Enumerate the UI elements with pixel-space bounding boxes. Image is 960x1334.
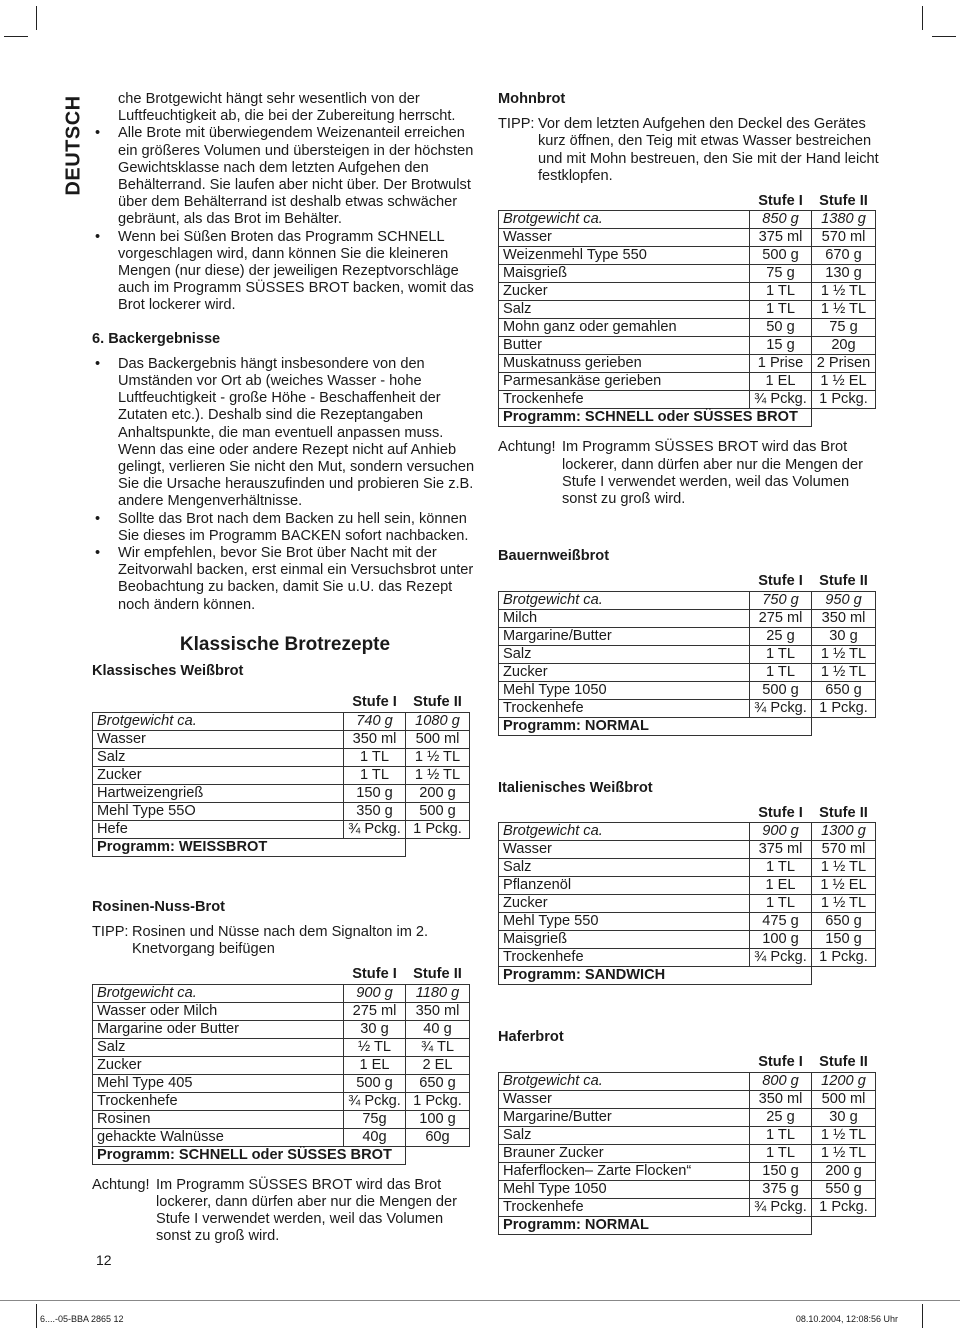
recipe-table: [498, 1054, 876, 1234]
program-row: [93, 838, 470, 856]
stufe-1-cell: ¾ Pckg.: [750, 949, 812, 967]
ingredient-cell: Salz: [499, 859, 750, 877]
stufe-1-cell: 75 g: [750, 265, 812, 283]
stufe-1-cell: 1 TL: [750, 1126, 812, 1144]
ingredient-cell: Maisgrieß: [499, 265, 750, 283]
ingredient-cell: Zucker: [93, 1056, 344, 1074]
ingredient-cell: Mehl Type 1050: [499, 1180, 750, 1198]
table-row: [499, 373, 876, 391]
program-row-blank: [812, 967, 876, 985]
ingredient-cell: Wasser oder Milch: [93, 1002, 344, 1020]
stufe-1-cell: 500 g: [344, 1074, 406, 1092]
crop-mark: [4, 36, 28, 37]
column-header-stufe-1: Stufe I: [758, 1054, 803, 1071]
table-row: [499, 913, 876, 931]
stufe-2-cell: 1 ½ TL: [812, 895, 876, 913]
table-header-blank: [499, 573, 750, 591]
ingredient-cell: Salz: [499, 301, 750, 319]
stufe-2-cell: 1300 g: [812, 823, 876, 841]
warning-text: Im Programm SÜSSES BROT wird das Brot lockerer, dann dürfen aber nur die Mengen der Stufe I verwendet werden, weil das Volumen sonst zu groß wird.: [562, 439, 863, 507]
table-row: [93, 1056, 470, 1074]
table-row: [499, 229, 876, 247]
stufe-2-cell: 650 g: [406, 1074, 470, 1092]
table-row: [499, 895, 876, 913]
tip-text: Rosinen und Nüsse nach dem Signalton im 2. Knetvorgang beifügen: [132, 923, 429, 957]
table-header-blank: [93, 966, 344, 984]
stufe-2-cell: 350 ml: [406, 1002, 470, 1020]
bullet-item: • Das Backergebnis hängt insbesondere von den Umständen vor Ort ab (weiches Wasser - hohe Luftfeuchtigkeit - große Höhe - Beschaffenheit der Zutaten etc.). Deshalb sind die Rezeptangaben Anhaltspunkte, die man eventuell anpassen muss. Wenn das eine oder andere Rezept nicht auf Anhieb gelingt, verlieren Sie nicht den Mut, sondern versuchen Sie die Ursache herauszufinden und probieren Sie z.B. andere Mengenverhältnisse.: [92, 356, 478, 511]
ingredient-cell: Brotgewicht ca.: [499, 823, 750, 841]
recipe-table: [92, 694, 470, 856]
tip-text: Vor dem letzten Aufgehen den Deckel des Gerätes kurz öffnen, den Teig mit etwas Wasser bestreichen und mit Mohn bestreuen, den Sie mit der Hand leicht festklopfen.: [538, 116, 879, 184]
footer-file-info: 6....-05-BBA 2865 12: [40, 1314, 124, 1324]
stufe-1-cell: 1 TL: [750, 859, 812, 877]
crop-mark: [922, 6, 923, 30]
program-cell: Programm: SCHNELL oder SÜSSES BROT: [93, 1146, 406, 1164]
ingredient-cell: Trockenhefe: [499, 699, 750, 717]
ingredient-cell: Wasser: [499, 229, 750, 247]
recipe-table: [498, 805, 876, 985]
footer-divider: [0, 1300, 960, 1301]
stufe-1-cell: 500 g: [750, 247, 812, 265]
left-column: [92, 91, 478, 1245]
stufe-2-cell: 100 g: [406, 1110, 470, 1128]
stufe-2-cell: 1 ½ TL: [406, 748, 470, 766]
stufe-2-cell: 2 EL: [406, 1056, 470, 1074]
table-row: [499, 283, 876, 301]
table-row: [499, 1108, 876, 1126]
program-row: [93, 1146, 470, 1164]
stufe-2-cell: 570 ml: [812, 841, 876, 859]
table-row: [93, 1002, 470, 1020]
stufe-2-cell: 2 Prisen: [812, 355, 876, 373]
stufe-2-cell: 20g: [812, 337, 876, 355]
ingredient-cell: Pflanzenöl: [499, 877, 750, 895]
program-cell: Programm: NORMAL: [499, 717, 812, 735]
tip-label: TIPP:: [92, 923, 129, 940]
program-row-blank: [406, 1146, 470, 1164]
table-row: [93, 1074, 470, 1092]
page-number: 12: [96, 1252, 112, 1268]
stufe-2-cell: 670 g: [812, 247, 876, 265]
recipe-table: [498, 193, 876, 427]
stufe-2-cell: 1 Pckg.: [812, 699, 876, 717]
stufe-2-cell: 500 ml: [812, 1090, 876, 1108]
recipe-title: Italienisches Weißbrot: [498, 779, 653, 796]
stufe-2-cell: 1 ½ TL: [812, 283, 876, 301]
bullet-item: • Alle Brote mit überwiegendem Weizenanteil erreichen ein größeres Volumen und übersteigen in der höchsten Gewichtsklasse nach dem letzten Aufgehen den Behälterrand. Sie laufen aber nicht über. Der Brotwulst über dem Behälterrand ist deshalb etwas schwächer gebräunt, als das Brot im Behälter.: [92, 125, 478, 228]
warning-label: Achtung!: [498, 439, 556, 456]
tip-note: [92, 924, 478, 958]
table-row: [93, 1038, 470, 1056]
program-cell: Programm: WEISSBROT: [93, 838, 406, 856]
ingredient-cell: Salz: [93, 748, 344, 766]
column-header-stufe-1: Stufe I: [758, 193, 803, 210]
bullet-list-section: [92, 356, 478, 614]
stufe-1-cell: 275 ml: [750, 609, 812, 627]
stufe-2-cell: 1380 g: [812, 211, 876, 229]
stufe-2-cell: 1180 g: [406, 984, 470, 1002]
ingredient-cell: Brotgewicht ca.: [499, 591, 750, 609]
program-row: [499, 409, 876, 427]
stufe-1-cell: 1 TL: [344, 748, 406, 766]
table-row: [93, 712, 470, 730]
ingredient-cell: Mehl Type 55O: [93, 802, 344, 820]
ingredient-cell: Brotgewicht ca.: [499, 211, 750, 229]
column-header-stufe-1: Stufe I: [758, 804, 803, 821]
crop-mark: [36, 6, 37, 30]
stufe-1-cell: 1 TL: [750, 895, 812, 913]
table-row: [93, 748, 470, 766]
stufe-2-cell: 200 g: [406, 784, 470, 802]
ingredient-cell: Salz: [93, 1038, 344, 1056]
ingredient-cell: Brotgewicht ca.: [93, 984, 344, 1002]
recipe-table: [92, 966, 470, 1164]
stufe-2-cell: ¾ TL: [406, 1038, 470, 1056]
stufe-2-cell: 1 ½ TL: [812, 1126, 876, 1144]
ingredient-cell: Zucker: [499, 663, 750, 681]
column-header-stufe-1: Stufe I: [352, 694, 397, 711]
ingredient-cell: Salz: [499, 1126, 750, 1144]
language-side-tab: [62, 95, 86, 195]
stufe-2-cell: 150 g: [812, 931, 876, 949]
table-row: [499, 645, 876, 663]
stufe-1-cell: 750 g: [750, 591, 812, 609]
stufe-1-cell: 800 g: [750, 1072, 812, 1090]
stufe-1-cell: 375 g: [750, 1180, 812, 1198]
ingredient-cell: Parmesankäse gerieben: [499, 373, 750, 391]
program-row-blank: [812, 409, 876, 427]
stufe-1-cell: 40g: [344, 1128, 406, 1146]
stufe-2-cell: 1 Pckg.: [406, 820, 470, 838]
table-row: [499, 1162, 876, 1180]
stufe-1-cell: 25 g: [750, 627, 812, 645]
stufe-2-cell: 1 ½ TL: [812, 663, 876, 681]
table-header-blank: [499, 193, 750, 211]
stufe-2-cell: 500 ml: [406, 730, 470, 748]
stufe-1-cell: 1 TL: [750, 1144, 812, 1162]
stufe-2-cell: 1 Pckg.: [812, 1198, 876, 1216]
table-header-blank: [499, 805, 750, 823]
column-header-stufe-2: Stufe II: [819, 804, 868, 821]
stufe-1-cell: 15 g: [750, 337, 812, 355]
ingredient-cell: Brotgewicht ca.: [93, 712, 344, 730]
stufe-1-cell: 50 g: [750, 319, 812, 337]
stufe-2-cell: 1080 g: [406, 712, 470, 730]
stufe-2-cell: 1 ½ EL: [812, 373, 876, 391]
table-row: [499, 337, 876, 355]
table-header-blank: [499, 1054, 750, 1072]
table-row: [93, 1092, 470, 1110]
recipe-title: Bauernweißbrot: [498, 548, 610, 565]
stufe-1-cell: 350 ml: [344, 730, 406, 748]
stufe-1-cell: 350 ml: [750, 1090, 812, 1108]
ingredient-cell: Mehl Type 405: [93, 1074, 344, 1092]
stufe-2-cell: 1 Pckg.: [406, 1092, 470, 1110]
ingredient-cell: Butter: [499, 337, 750, 355]
stufe-1-cell: 1 EL: [750, 373, 812, 391]
ingredient-cell: Hefe: [93, 820, 344, 838]
table-row: [499, 301, 876, 319]
section-heading: 6. Backergebnisse: [92, 330, 221, 347]
stufe-1-cell: 100 g: [750, 931, 812, 949]
program-cell: Programm: NORMAL: [499, 1216, 812, 1234]
ingredient-cell: Zucker: [499, 283, 750, 301]
column-header-stufe-1: Stufe I: [352, 966, 397, 983]
stufe-1-cell: ¾ Pckg.: [750, 391, 812, 409]
table-row: [499, 211, 876, 229]
recipe-title: Mohnbrot: [498, 91, 566, 107]
stufe-2-cell: 30 g: [812, 627, 876, 645]
table-row: [93, 802, 470, 820]
stufe-2-cell: 1200 g: [812, 1072, 876, 1090]
ingredient-cell: Zucker: [93, 766, 344, 784]
program-cell: Programm: SCHNELL oder SÜSSES BROT: [499, 409, 812, 427]
ingredient-cell: Trockenhefe: [499, 391, 750, 409]
tip-note: [498, 116, 884, 185]
table-row: [93, 766, 470, 784]
table-row: [499, 1144, 876, 1162]
table-row: [93, 1110, 470, 1128]
stufe-1-cell: 1 TL: [750, 301, 812, 319]
ingredient-cell: Rosinen: [93, 1110, 344, 1128]
right-column: [498, 91, 884, 1235]
ingredient-cell: Zucker: [499, 895, 750, 913]
ingredient-cell: Hartweizengrieß: [93, 784, 344, 802]
warning-label: Achtung!: [92, 1176, 150, 1193]
stufe-2-cell: 60g: [406, 1128, 470, 1146]
page-title: Klassische Brotrezepte: [179, 633, 391, 655]
table-row: [499, 877, 876, 895]
stufe-1-cell: ¾ Pckg.: [344, 820, 406, 838]
program-row-blank: [812, 1216, 876, 1234]
table-row: [499, 355, 876, 373]
ingredient-cell: Trockenhefe: [499, 949, 750, 967]
stufe-1-cell: 150 g: [750, 1162, 812, 1180]
stufe-2-cell: 75 g: [812, 319, 876, 337]
intro-paragraph: che Brotgewicht hängt sehr wesentlich von der Luftfeuchtigkeit ab, die bei der Zubereitung herrscht.: [118, 91, 456, 125]
table-row: [499, 391, 876, 409]
ingredient-cell: Margarine/Butter: [499, 627, 750, 645]
ingredient-cell: Trockenhefe: [93, 1092, 344, 1110]
stufe-1-cell: 375 ml: [750, 841, 812, 859]
ingredient-cell: Mehl Type 1050: [499, 681, 750, 699]
table-row: [499, 609, 876, 627]
ingredient-cell: Wasser: [93, 730, 344, 748]
ingredient-cell: Brotgewicht ca.: [499, 1072, 750, 1090]
stufe-1-cell: 1 Prise: [750, 355, 812, 373]
stufe-1-cell: 75g: [344, 1110, 406, 1128]
column-header-stufe-2: Stufe II: [819, 573, 868, 590]
footer-timestamp: 08.10.2004, 12:08:56 Uhr: [795, 1314, 898, 1324]
stufe-1-cell: 475 g: [750, 913, 812, 931]
ingredient-cell: Wasser: [499, 841, 750, 859]
recipe-table: [498, 573, 876, 735]
stufe-2-cell: 200 g: [812, 1162, 876, 1180]
ingredient-cell: Maisgrieß: [499, 931, 750, 949]
program-row: [499, 967, 876, 985]
table-row: [93, 1020, 470, 1038]
stufe-1-cell: 1 TL: [750, 283, 812, 301]
table-row: [499, 1072, 876, 1090]
ingredient-cell: Margarine/Butter: [499, 1108, 750, 1126]
table-row: [499, 1180, 876, 1198]
stufe-2-cell: 650 g: [812, 913, 876, 931]
table-row: [93, 730, 470, 748]
column-header-stufe-2: Stufe II: [413, 966, 462, 983]
stufe-1-cell: 275 ml: [344, 1002, 406, 1020]
table-row: [499, 681, 876, 699]
warning-note: [498, 439, 884, 508]
ingredient-cell: Haferflocken– Zarte Flocken“: [499, 1162, 750, 1180]
recipe-title: Klassisches Weißbrot: [92, 663, 244, 680]
stufe-1-cell: 1 EL: [344, 1056, 406, 1074]
program-row-blank: [812, 717, 876, 735]
bullet-list-top: [92, 125, 478, 314]
stufe-1-cell: 1 EL: [750, 877, 812, 895]
table-row: [499, 319, 876, 337]
table-row: [499, 1198, 876, 1216]
stufe-1-cell: 500 g: [750, 681, 812, 699]
column-header-stufe-1: Stufe I: [758, 573, 803, 590]
stufe-1-cell: 375 ml: [750, 229, 812, 247]
stufe-2-cell: 130 g: [812, 265, 876, 283]
crop-mark: [36, 1304, 37, 1328]
table-row: [499, 663, 876, 681]
table-row: [499, 1090, 876, 1108]
language-label: DEUTSCH: [62, 94, 85, 196]
stufe-2-cell: 1 Pckg.: [812, 391, 876, 409]
stufe-2-cell: 1 ½ EL: [812, 877, 876, 895]
stufe-1-cell: 1 TL: [344, 766, 406, 784]
column-header-stufe-2: Stufe II: [819, 1054, 868, 1071]
table-row: [499, 859, 876, 877]
ingredient-cell: Weizenmehl Type 550: [499, 247, 750, 265]
bullet-item: • Wir empfehlen, bevor Sie Brot über Nacht mit der Zeitvorwahl backen, erst einmal ein Versuchsbrot unter Beobachtung zu backen, damit Sie u.U. das Rezept noch ändern können.: [92, 545, 478, 614]
ingredient-cell: Salz: [499, 645, 750, 663]
table-header-blank: [93, 694, 344, 712]
table-row: [499, 699, 876, 717]
ingredient-cell: Mohn ganz oder gemahlen: [499, 319, 750, 337]
program-cell: Programm: SANDWICH: [499, 967, 812, 985]
ingredient-cell: Muskatnuss gerieben: [499, 355, 750, 373]
stufe-2-cell: 350 ml: [812, 609, 876, 627]
stufe-2-cell: 500 g: [406, 802, 470, 820]
tip-label: TIPP:: [498, 116, 535, 133]
stufe-1-cell: ¾ Pckg.: [750, 1198, 812, 1216]
stufe-1-cell: 350 g: [344, 802, 406, 820]
ingredient-cell: Margarine oder Butter: [93, 1020, 344, 1038]
stufe-1-cell: 850 g: [750, 211, 812, 229]
stufe-2-cell: 1 ½ TL: [812, 1144, 876, 1162]
table-row: [499, 247, 876, 265]
stufe-2-cell: 1 ½ TL: [812, 645, 876, 663]
crop-mark: [932, 36, 956, 37]
stufe-2-cell: 570 ml: [812, 229, 876, 247]
table-row: [499, 591, 876, 609]
stufe-2-cell: 1 Pckg.: [812, 949, 876, 967]
stufe-1-cell: 25 g: [750, 1108, 812, 1126]
recipe-title: Rosinen-Nuss-Brot: [92, 898, 225, 915]
stufe-1-cell: ¾ Pckg.: [750, 699, 812, 717]
recipe-title: Haferbrot: [498, 1029, 564, 1046]
warning-note: [92, 1177, 478, 1246]
bullet-item: • Sollte das Brot nach dem Backen zu hell sein, können Sie dieses im Programm BACKEN sofort nachbacken.: [92, 511, 478, 545]
column-header-stufe-2: Stufe II: [413, 694, 462, 711]
stufe-1-cell: 150 g: [344, 784, 406, 802]
bullet-item: • Wenn bei Süßen Broten das Programm SCHNELL vorgeschlagen wird, dann können Sie die kleineren Mengen (nur diese) der jeweiligen Rezeptvorschläge auch im Programm SÜSSES BROT backen, womit das Brot lockerer wird.: [92, 229, 478, 315]
stufe-2-cell: 550 g: [812, 1180, 876, 1198]
table-row: [499, 265, 876, 283]
program-row: [499, 717, 876, 735]
column-header-stufe-2: Stufe II: [819, 193, 868, 210]
table-row: [499, 949, 876, 967]
stufe-1-cell: 1 TL: [750, 663, 812, 681]
stufe-1-cell: 30 g: [344, 1020, 406, 1038]
stufe-2-cell: 650 g: [812, 681, 876, 699]
ingredient-cell: Trockenhefe: [499, 1198, 750, 1216]
ingredient-cell: Brauner Zucker: [499, 1144, 750, 1162]
program-row: [499, 1216, 876, 1234]
ingredient-cell: Mehl Type 550: [499, 913, 750, 931]
stufe-2-cell: 30 g: [812, 1108, 876, 1126]
stufe-2-cell: 40 g: [406, 1020, 470, 1038]
ingredient-cell: gehackte Walnüsse: [93, 1128, 344, 1146]
ingredient-cell: Wasser: [499, 1090, 750, 1108]
crop-mark: [922, 1304, 923, 1328]
table-row: [499, 1126, 876, 1144]
table-row: [499, 627, 876, 645]
table-row: [93, 1128, 470, 1146]
table-row: [93, 820, 470, 838]
stufe-2-cell: 950 g: [812, 591, 876, 609]
program-row-blank: [406, 838, 470, 856]
stufe-1-cell: ¾ Pckg.: [344, 1092, 406, 1110]
stufe-1-cell: 1 TL: [750, 645, 812, 663]
stufe-1-cell: 740 g: [344, 712, 406, 730]
stufe-2-cell: 1 ½ TL: [812, 301, 876, 319]
warning-text: Im Programm SÜSSES BROT wird das Brot lockerer, dann dürfen aber nur die Mengen der Stufe I verwendet werden, weil das Volumen sonst zu groß wird.: [156, 1176, 457, 1245]
table-row: [93, 984, 470, 1002]
table-row: [499, 841, 876, 859]
stufe-1-cell: 900 g: [344, 984, 406, 1002]
table-row: [93, 784, 470, 802]
table-row: [499, 823, 876, 841]
table-row: [499, 931, 876, 949]
stufe-2-cell: 1 ½ TL: [406, 766, 470, 784]
stufe-1-cell: 900 g: [750, 823, 812, 841]
stufe-2-cell: 1 ½ TL: [812, 859, 876, 877]
stufe-1-cell: ½ TL: [344, 1038, 406, 1056]
ingredient-cell: Milch: [499, 609, 750, 627]
